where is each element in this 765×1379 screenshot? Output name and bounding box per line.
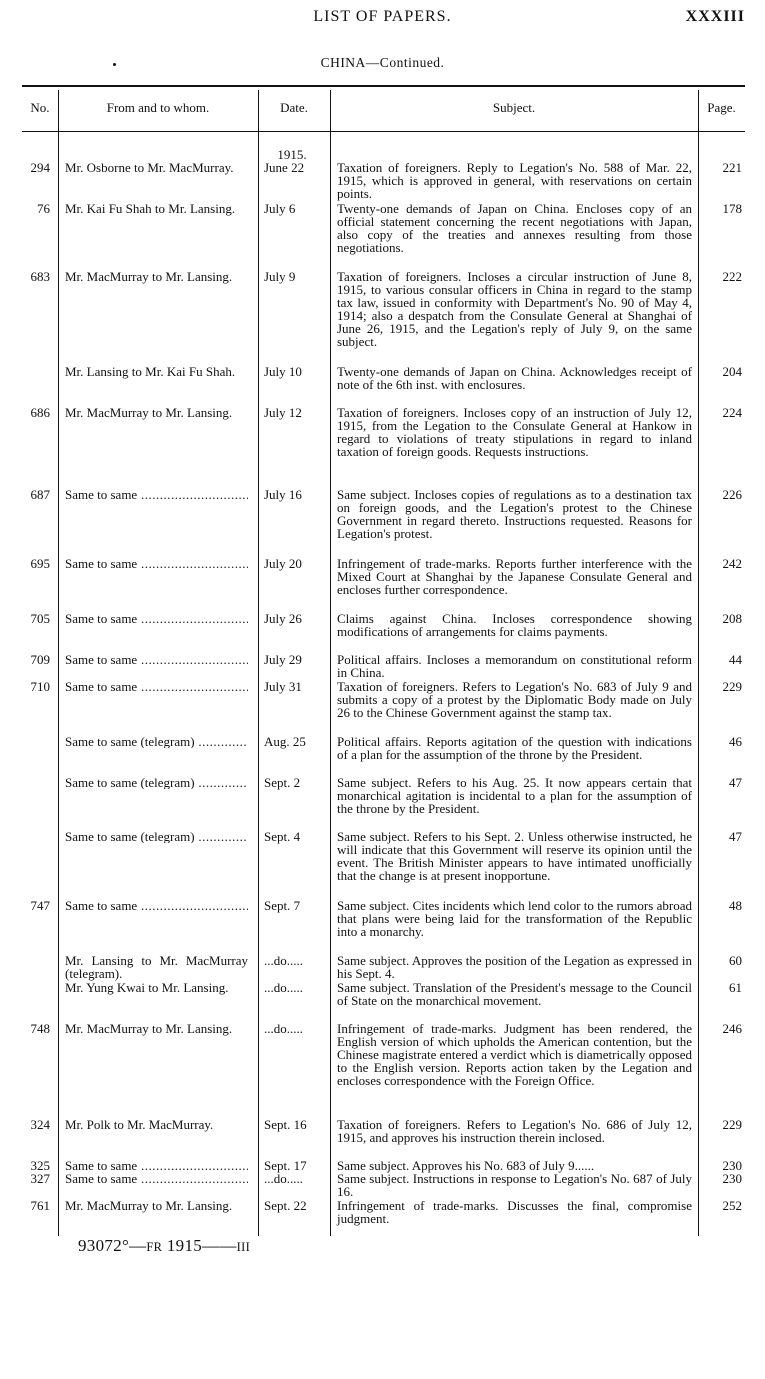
row-page: 60 [729,953,742,968]
row-number: 76 [37,201,50,216]
footer-fr: FR [146,1240,163,1254]
row-from: Mr. Osborne to Mr. MacMurray. [65,160,234,175]
table-header-rule [22,131,745,132]
row-number: 761 [30,1198,50,1213]
row-date: ...do..... [264,1021,303,1036]
row-number: 683 [30,269,50,284]
row-page: 222 [722,269,742,284]
row-subject: Taxation of foreigners. Refers to Legation's No. 683 of July 9 and submits a copy of a protest by the Diplomatic Body made on July 26 to the Chinese Government against the stamp tax. [337,679,692,720]
row-from: Same to same ..... [65,899,248,912]
column-divider [58,90,59,1236]
row-subject: Taxation of foreigners. Reply to Legation's No. 588 of Mar. 22, 1915, which is approved in general, with reservations on certain points. [337,160,692,201]
row-subject: Same subject. Approves the position of the Legation as expressed in his Sept. 4. [337,953,692,981]
row-subject: Claims against China. Incloses correspondence showing modifications of arrangements for claims payments. [337,611,692,639]
row-page: 44 [729,652,742,667]
row-date: ...do..... [264,1171,303,1186]
table-top-rule [22,85,745,87]
row-number: 695 [30,556,50,571]
section-subtitle: CHINA—Continued. [320,55,445,70]
row-number: 710 [30,679,50,694]
row-number: 327 [30,1171,50,1186]
row-page: 61 [729,980,742,995]
row-date: July 31 [264,679,302,694]
page-number: XXXIII [685,8,745,25]
row-subject: Same subject. Refers to his Aug. 25. It now appears certain that monarchical agitation is incidental to a plan for the assumption of the throne by the President. [337,775,692,816]
row-from: Same to same ..... [65,1159,248,1172]
row-subject: Political affairs. Reports agitation of the question with indications of a plan for the assumption of the throne by the President. [337,734,692,762]
row-subject: Taxation of foreigners. Incloses copy of an instruction of July 12, 1915, from the Legation to the Consulate General at Hankow in regard to violations of treaty stipulations in regard to inland taxation of foreign goods. Requests instructions. [337,405,692,459]
row-subject: Infringement of trade-marks. Judgment has been rendered, the English version of which upholds the American contention, but the Chinese magistrate entered a verdict which is diametrically opposed to the English version. Reports action taken by the Legation and encloses correspondence with the Foreign Office. [337,1021,692,1088]
row-from: Mr. MacMurray to Mr. Lansing. [65,1198,233,1213]
row-from: Mr. MacMurray to Mr. Lansing. [65,1021,233,1036]
row-from: Same to same ..... [65,488,248,501]
row-subject: Infringement of trade-marks. Reports further interference with the Mixed Court at Shanghai by the Japanese Consulate General and encloses further correspondence. [337,556,692,597]
row-page: 246 [722,1021,742,1036]
row-from: Mr. Lansing to Mr. Kai Fu Shah. [65,364,236,379]
row-page: 48 [729,898,742,913]
row-date: July 26 [264,611,302,626]
row-number: 686 [30,405,50,420]
row-date: July 6 [264,201,296,216]
row-page: 208 [722,611,742,626]
row-date: July 12 [264,405,302,420]
row-page: 230 [722,1158,742,1173]
row-number: 748 [30,1021,50,1036]
row-page: 229 [722,1117,742,1132]
row-date: Sept. 22 [264,1198,307,1213]
row-subject: Twenty-one demands of Japan on China. Encloses copy of an official statement concerning the recent negotiations with Japan, also copy of the treaties and annexes resulting from those negotiations. [337,201,692,255]
row-page: 226 [722,487,742,502]
row-from: Same to same (telegram) ..... [65,776,248,789]
row-date: ...do..... [264,980,303,995]
row-date: Sept. 7 [264,898,301,913]
row-subject: Same subject. Instructions in response to Legation's No. 687 of July 16. [337,1171,692,1199]
row-number: 324 [30,1117,50,1132]
row-from: Same to same (telegram) ..... [65,735,248,748]
row-date: July 20 [264,556,302,571]
column-header-page: Page. [707,100,736,115]
row-date: Sept. 4 [264,829,301,844]
row-page: 221 [722,160,742,175]
row-page: 204 [722,364,742,379]
row-page: 46 [729,734,742,749]
row-number: 294 [30,160,50,175]
row-from: Same to same ..... [65,612,248,625]
footer-year: 1915—— [166,1236,237,1255]
row-date: ...do..... [264,953,303,968]
row-page: 224 [722,405,742,420]
column-header-no: No. [30,100,50,115]
row-page: 229 [722,679,742,694]
row-number: 747 [30,898,50,913]
row-from: Mr. MacMurray to Mr. Lansing. [65,269,233,284]
row-date: June 22 [264,160,305,175]
row-subject: Same subject. Incloses copies of regulations as to a destination tax on foreign goods, and the Legation's protest to the Chinese Government in regard thereto. Instructions requested. Reasons for Legation's protest. [337,487,692,541]
row-page: 252 [722,1198,742,1213]
row-page: 47 [729,775,742,790]
column-header-subject: Subject. [492,100,536,115]
row-from: Mr. Polk to Mr. MacMurray. [65,1117,214,1132]
row-subject: Twenty-one demands of Japan on China. Acknowledges receipt of note of the 6th inst. with enclosures. [337,364,692,392]
row-subject: Same subject. Translation of the President's message to the Council of State on the monarchical movement. [337,980,692,1008]
year-label: 1915. [277,147,307,162]
column-divider [330,90,331,1236]
row-date: Sept. 2 [264,775,301,790]
row-number: 709 [30,652,50,667]
column-header-date: Date. [280,100,308,115]
row-from: Same to same (telegram) ..... [65,830,248,843]
row-page: 242 [722,556,742,571]
row-subject: Same subject. Cites incidents which lend color to the rumors abroad that plans were being laid for the transformation of the Republic into a monarchy. [337,898,692,939]
row-from: Mr. Lansing to Mr. MacMurray (telegram). [65,953,248,981]
printer-signature [78,1236,250,1256]
row-from: Mr. MacMurray to Mr. Lansing. [65,405,233,420]
row-subject: Same subject. Refers to his Sept. 2. Unless otherwise instructed, he will indicate that this Government will reserve its opinion until the event. The British Minister appears to have intimated unofficially that the change is at present inopportune. [337,829,692,883]
row-from: Mr. Kai Fu Shah to Mr. Lansing. [65,201,236,216]
row-subject: Infringement of trade-marks. Discusses the final, compromise judgment. [337,1198,692,1226]
row-subject: Taxation of foreigners. Incloses a circular instruction of June 8, 1915, to various consular officers in China in regard to the stamp tax law, issued in conformity with Department's No. 90 of May 4, 1914; also a despatch from the Consulate General at Shanghai of June 26, 1915, and the Legation's reply of July 9, on the same subject. [337,269,692,349]
row-date: July 9 [264,269,296,284]
row-date: July 29 [264,652,302,667]
footer-code: 93072°— [78,1236,147,1255]
row-subject: Taxation of foreigners. Refers to Legation's No. 686 of July 12, 1915, and approves his instruction therein inclosed. [337,1117,692,1145]
row-from: Same to same ..... [65,653,248,666]
page-title: LIST OF PAPERS. [313,8,452,25]
footer-roman: III [236,1240,251,1254]
row-page: 178 [722,201,742,216]
row-date: Sept. 17 [264,1158,307,1173]
row-page: 47 [729,829,742,844]
row-number: 705 [30,611,50,626]
row-from: Same to same ..... [65,557,248,570]
column-header-from: From and to whom. [106,100,210,115]
row-number: 687 [30,487,50,502]
row-date: July 10 [264,364,302,379]
row-date: July 16 [264,487,302,502]
row-from: Same to same ..... [65,1172,248,1185]
row-page: 230 [722,1171,742,1186]
row-subject: Political affairs. Incloses a memorandum on constitutional reform in China. [337,652,692,680]
row-number: 325 [30,1158,50,1173]
row-date: Sept. 16 [264,1117,307,1132]
column-divider [258,90,259,1236]
row-from: Same to same ..... [65,680,248,693]
row-from: Mr. Yung Kwai to Mr. Lansing. [65,980,229,995]
column-divider [698,90,699,1236]
row-subject: Same subject. Approves his No. 683 of July 9...... [337,1158,595,1173]
row-date: Aug. 25 [264,734,306,749]
